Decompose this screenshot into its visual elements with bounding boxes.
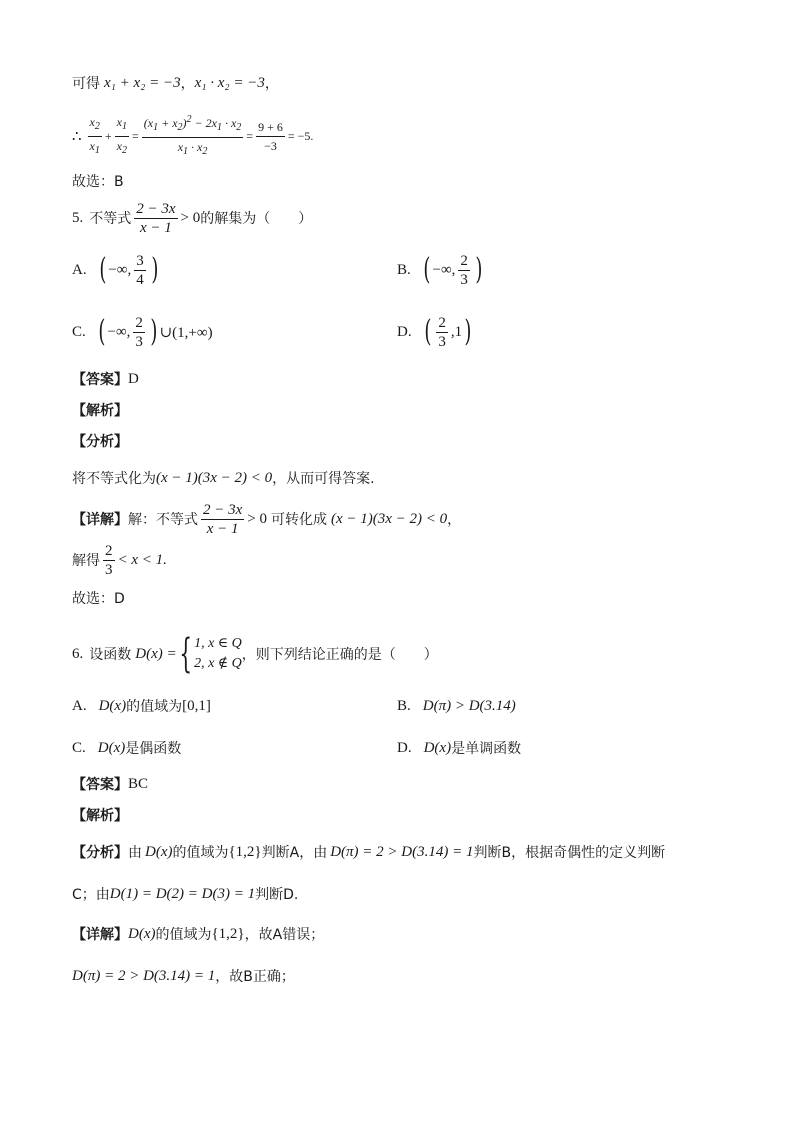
answer-label: 【答案】	[72, 372, 128, 388]
option-text: 的值域为	[126, 699, 183, 715]
q5-option-c[interactable]: C. ( −∞, $\frac{2}{3}$ ) ∪(1,+∞)	[72, 314, 213, 350]
text: ，则下列结论正确的是（ ）	[241, 647, 438, 663]
option-label: A.	[72, 697, 87, 714]
option-expr: D(π) > D(3.14)	[422, 697, 516, 714]
result: = −5.	[287, 128, 314, 143]
text: 的值域为	[172, 845, 229, 861]
frac-x2-x1: $\frac{x_2}{x_1}$	[89, 114, 100, 156]
text: ，	[447, 512, 462, 528]
question-number: 6.	[72, 645, 84, 662]
choice-line-q4: 故选：B	[72, 174, 124, 190]
case-1: 1, x ∈ Q	[194, 636, 242, 651]
q5-option-b[interactable]: B. ( −∞, $\frac{2}{3}$ )	[397, 252, 483, 288]
text: 设函数	[89, 647, 132, 663]
math: D(π) = 2 > D(3.14) = 1	[330, 843, 474, 860]
option-label: C.	[72, 323, 86, 340]
text: 由	[128, 845, 142, 861]
q6-option-d[interactable]	[397, 736, 521, 760]
q6-fenxi-line1	[72, 840, 665, 864]
text: ，故A错误；	[244, 927, 325, 943]
question-number: 5.	[72, 209, 84, 226]
numerator: 2 − 3x	[136, 200, 176, 217]
answer-value: BC	[128, 775, 149, 792]
option-text: 是单调函数	[451, 741, 522, 757]
frac-main: $\frac{(x_1 + x_2)^2 - 2x_1 \cdot x_2}{x_1 \cdot x_2}$	[143, 114, 242, 157]
q5-fraction	[134, 201, 177, 236]
option-expr: D(x)	[97, 739, 126, 756]
math: {1,2}	[211, 925, 245, 942]
option-label: A.	[72, 261, 87, 278]
option-tail: [0,1]	[182, 697, 211, 714]
text: 判断B，根据奇偶性的定义判断	[473, 845, 666, 861]
q5-choice: 故选：D	[72, 591, 125, 607]
answer-label: 【答案】	[72, 777, 128, 793]
option-expr: D(x)	[98, 697, 127, 714]
math: D(π) = 2 > D(3.14) = 1	[72, 967, 216, 984]
relation: > 0	[247, 510, 267, 527]
piecewise-cases	[194, 634, 242, 674]
option-label: B.	[397, 261, 411, 278]
math-solution: < x < 1.	[117, 551, 167, 568]
math: {1,2}	[228, 843, 262, 860]
option-frac: $\frac{2}{3}$	[460, 252, 468, 288]
text: ，	[180, 76, 195, 92]
option-left: −∞,	[108, 261, 132, 278]
detail-fraction: $\frac{2 - 3x}{x - 1}$	[203, 501, 243, 537]
option-label: B.	[397, 697, 411, 714]
text: ，从而可得答案.	[272, 471, 375, 487]
option-left: −∞,	[432, 261, 456, 278]
math-inequality: (x − 1)(3x − 2) < 0	[331, 510, 448, 527]
q5-option-a[interactable]: A. ( −∞, $\frac{3}{4}$ )	[72, 252, 159, 288]
q5-option-d[interactable]: D. ( $\frac{2}{3}$ ,1 )	[397, 314, 472, 350]
detail-label: 【详解】	[72, 512, 128, 528]
q5-solve-line	[72, 540, 167, 580]
option-text: 是偶函数	[125, 741, 182, 757]
therefore-symbol: ∴	[72, 128, 82, 145]
text: 不等式	[89, 211, 132, 227]
q5-fenxi-text	[72, 466, 375, 490]
brace: {	[178, 631, 192, 677]
q6-detail-line1	[72, 922, 324, 946]
line-sum-product	[72, 72, 279, 94]
text: 将不等式化为	[72, 471, 156, 487]
q5-detail-line	[72, 499, 461, 539]
option-frac: $\frac{2}{3}$	[438, 314, 446, 350]
option-frac: $\frac{3}{4}$	[136, 252, 144, 288]
text: 判断A，由	[261, 845, 328, 861]
q6-fenxi-line2	[72, 882, 298, 906]
text: ，	[264, 76, 279, 92]
math-sum: x₁ + x₂ = −3	[104, 74, 181, 91]
q5-answer	[72, 368, 139, 390]
denominator: x − 1	[140, 219, 172, 236]
fenxi-label: 【分析】	[72, 845, 128, 861]
math-product: x₁ · x₂ = −3	[194, 74, 265, 91]
math: D(x)	[145, 843, 173, 860]
q6-option-a[interactable]	[72, 694, 211, 718]
option-right: ,1	[450, 323, 463, 340]
q6-detail-line2	[72, 964, 295, 988]
option-label: D.	[397, 739, 412, 756]
q6-option-b[interactable]	[397, 694, 516, 718]
math: D(1) = D(2) = D(3) = 1	[109, 885, 256, 902]
q6-option-c[interactable]	[72, 736, 181, 760]
q5-fenxi-label: 【分析】	[72, 434, 128, 450]
option-label: C.	[72, 739, 86, 756]
q5-stem	[72, 198, 312, 238]
text: 可转化成	[271, 512, 327, 528]
option-left: −∞,	[107, 323, 131, 340]
frac-value: $\frac{9 + 6}{-3}$	[258, 119, 283, 153]
text: ，故B正确；	[215, 969, 295, 985]
q6-answer	[72, 773, 148, 795]
option-right: ∪(1,+∞)	[159, 324, 213, 341]
case-2: 2, x ∉ Q	[194, 656, 242, 671]
text: 解得	[72, 553, 100, 569]
q5-analysis-label: 【解析】	[72, 403, 128, 419]
math: D(x)	[128, 925, 156, 942]
line-ratio-sum: ∴ $\frac{x_2}{x_1}$ + $\frac{x_1}{x_2}$ = $\frac{(x_1 + x_2)^2 - 2x_1 \cdot x_2}{x_1 \cdot x_2}$ = $\frac{9 + 6}{-3}$ = −5.	[72, 116, 313, 156]
text: 可得	[72, 76, 100, 92]
detail-label: 【详解】	[72, 927, 128, 943]
q6-analysis-label: 【解析】	[72, 808, 128, 824]
math-inequality: (x − 1)(3x − 2) < 0	[156, 469, 273, 486]
frac-x1-x2: $\frac{x_1}{x_2}$	[116, 114, 127, 156]
text: 的值域为	[155, 927, 212, 943]
function-def: D(x) =	[135, 645, 177, 662]
text: 的解集为（ ）	[200, 211, 313, 227]
relation: > 0	[180, 209, 201, 226]
answer-value: D	[128, 370, 139, 387]
solve-fraction: $\frac{2}{3}$	[105, 542, 113, 578]
option-expr: D(x)	[423, 739, 452, 756]
text: C；由	[72, 887, 110, 903]
option-frac: $\frac{2}{3}$	[135, 314, 143, 350]
text: 解：不等式	[128, 512, 198, 528]
option-label: D.	[397, 323, 412, 340]
q6-stem	[72, 630, 438, 678]
text: 判断D.	[255, 887, 299, 903]
